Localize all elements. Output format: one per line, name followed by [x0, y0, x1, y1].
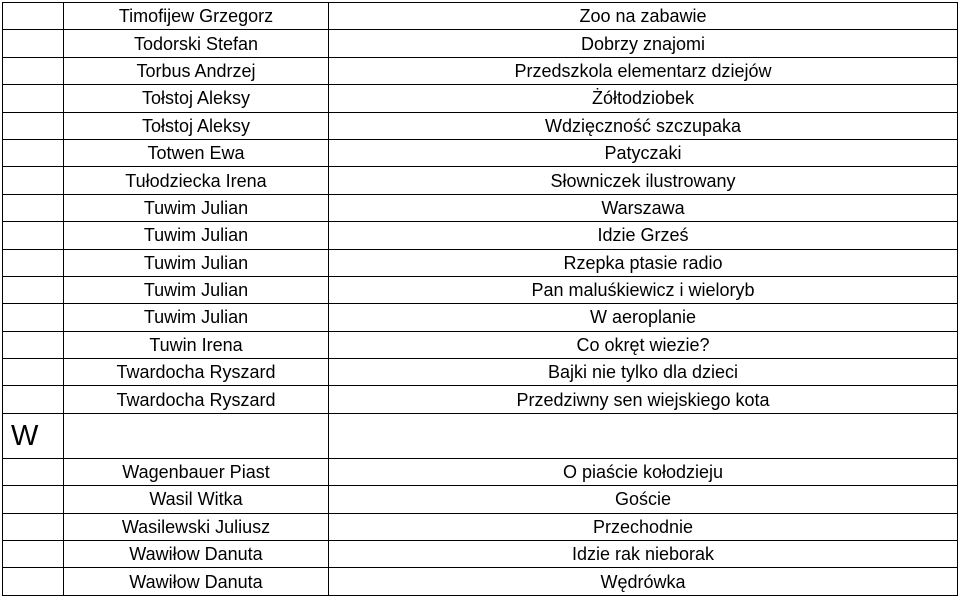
- author-cell: Tołstoj Aleksy: [64, 112, 329, 139]
- table-row: [3, 331, 958, 358]
- title-cell: Idzie Grześ: [329, 222, 958, 249]
- author-cell: Wawiłow Danuta: [64, 568, 329, 595]
- letter-cell: [3, 304, 64, 331]
- letter-cell: [3, 276, 64, 303]
- section-letter: W: [3, 413, 64, 458]
- letter-cell: [3, 194, 64, 221]
- author-cell: Twardocha Ryszard: [64, 386, 329, 413]
- letter-cell: [3, 249, 64, 276]
- table-row: [3, 57, 958, 84]
- author-cell: Wawiłow Danuta: [64, 541, 329, 568]
- letter-cell: [3, 112, 64, 139]
- letter-cell: [3, 386, 64, 413]
- book-list-table: [2, 2, 958, 596]
- letter-cell: [3, 3, 64, 30]
- letter-cell: [3, 359, 64, 386]
- title-cell: Wdzięczność szczupaka: [329, 112, 958, 139]
- title-cell: Goście: [329, 486, 958, 513]
- letter-cell: [3, 513, 64, 540]
- title-cell: Bajki nie tylko dla dzieci: [329, 359, 958, 386]
- letter-cell: [3, 458, 64, 485]
- empty-title-cell: [329, 413, 958, 458]
- table-row: [3, 139, 958, 166]
- letter-cell: [3, 30, 64, 57]
- title-cell: Żółtodziobek: [329, 85, 958, 112]
- table-row: [3, 568, 958, 595]
- table-row: [3, 194, 958, 221]
- title-cell: O piaście kołodzieju: [329, 458, 958, 485]
- author-cell: Tuwim Julian: [64, 194, 329, 221]
- author-cell: Tuwim Julian: [64, 276, 329, 303]
- title-cell: Idzie rak nieborak: [329, 541, 958, 568]
- table-row: [3, 458, 958, 485]
- table-row: [3, 112, 958, 139]
- title-cell: Warszawa: [329, 194, 958, 221]
- title-cell: Słowniczek ilustrowany: [329, 167, 958, 194]
- author-cell: Totwen Ewa: [64, 139, 329, 166]
- letter-cell: [3, 486, 64, 513]
- empty-author-cell: [64, 413, 329, 458]
- title-cell: Przedziwny sen wiejskiego kota: [329, 386, 958, 413]
- table-body: [3, 3, 958, 596]
- table-row: [3, 85, 958, 112]
- author-cell: Tuwim Julian: [64, 222, 329, 249]
- title-cell: Wędrówka: [329, 568, 958, 595]
- author-cell: Torbus Andrzej: [64, 57, 329, 84]
- title-cell: Dobrzy znajomi: [329, 30, 958, 57]
- title-cell: Pan maluśkiewicz i wieloryb: [329, 276, 958, 303]
- letter-cell: [3, 85, 64, 112]
- letter-cell: [3, 568, 64, 595]
- letter-cell: [3, 331, 64, 358]
- letter-cell: [3, 167, 64, 194]
- title-cell: W aeroplanie: [329, 304, 958, 331]
- title-cell: Rzepka ptasie radio: [329, 249, 958, 276]
- author-cell: Tuwim Julian: [64, 249, 329, 276]
- author-cell: Wasilewski Juliusz: [64, 513, 329, 540]
- title-cell: Zoo na zabawie: [329, 3, 958, 30]
- table-row: [3, 486, 958, 513]
- table-row: [3, 513, 958, 540]
- title-cell: Patyczaki: [329, 139, 958, 166]
- section-header-row: [3, 413, 958, 458]
- table-row: [3, 249, 958, 276]
- table-row: [3, 222, 958, 249]
- table-row: [3, 359, 958, 386]
- title-cell: Przechodnie: [329, 513, 958, 540]
- letter-cell: [3, 57, 64, 84]
- author-cell: Tuwim Julian: [64, 304, 329, 331]
- author-cell: Tułodziecka Irena: [64, 167, 329, 194]
- title-cell: Co okręt wiezie?: [329, 331, 958, 358]
- author-cell: Tuwin Irena: [64, 331, 329, 358]
- table-row: [3, 276, 958, 303]
- title-cell: Przedszkola elementarz dziejów: [329, 57, 958, 84]
- table-row: [3, 386, 958, 413]
- author-cell: Wasil Witka: [64, 486, 329, 513]
- table-row: [3, 304, 958, 331]
- author-cell: Twardocha Ryszard: [64, 359, 329, 386]
- table-row: [3, 541, 958, 568]
- author-cell: Todorski Stefan: [64, 30, 329, 57]
- letter-cell: [3, 139, 64, 166]
- author-cell: Tołstoj Aleksy: [64, 85, 329, 112]
- table-row: [3, 3, 958, 30]
- author-cell: Wagenbauer Piast: [64, 458, 329, 485]
- letter-cell: [3, 541, 64, 568]
- table-row: [3, 30, 958, 57]
- table-row: [3, 167, 958, 194]
- letter-cell: [3, 222, 64, 249]
- author-cell: Timofijew Grzegorz: [64, 3, 329, 30]
